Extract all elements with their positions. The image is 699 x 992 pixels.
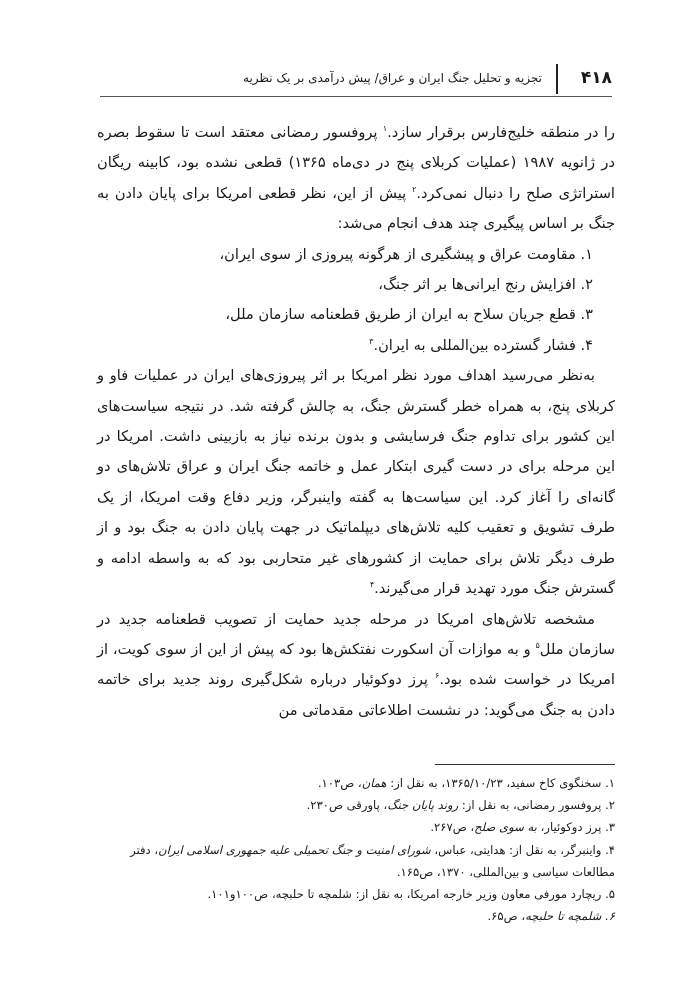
footnotes [97, 772, 615, 927]
main-text [97, 118, 615, 726]
footnote-4: ۴. واینبرگر، به نقل از: هدایتی، عباس، شورای امنیت و جنگ تحمیلی علیه جمهوری اسلامی ایران، دفتر مطالعات سیاسی و بین‌المللی، ۱۳۷۰، ص۱۶۵. [130, 842, 615, 879]
footnote-ref-4: ۴ [369, 580, 375, 590]
footnote-1: ۱. سخنگوی کاخ سفید، ۱۳۶۵/۱۰/۲۳، به نقل از: همان، ص۱۰۳. [317, 776, 615, 790]
list-item: ۱. مقاومت عراق و پیشگیری از هرگونه پیروزی از سوی ایران، [219, 245, 593, 263]
footnote-separator [435, 764, 615, 765]
footnote-ref-5: ۵ [535, 641, 540, 651]
footnote-6: ۶. شلمچه تا حلبچه، ص۶۵. [487, 909, 615, 924]
footnote-2: ۲. پروفسور رمضانی، به نقل از: روند پایان جنگ، پاورقی ص۲۳۰. [306, 798, 615, 813]
paragraph-1: را در منطقه خلیج‌فارس برقرار سازد.$^۱$ پروفسور رمضانی معتقد است تا سقوط بصره در ژانویه ۱۹۸۷ (عملیات کربلای پنج در دی‌ماه ۱۳۶۵) قطعی نشده بود، کابینه ریگان استراتژی صلح را دنبال نمی‌کرد.$^۲$ پیش از این، نظر قطعی امریکا برای پایان دادن به جنگ بر اساس پیگیری چند هدف انجام می‌شد: [97, 124, 615, 233]
header-underline [100, 96, 612, 97]
list-item: ۳. قطع جریان سلاح به ایران از طریق قطعنامه سازمان ملل، [225, 306, 593, 324]
goals-list [97, 240, 615, 362]
footnote-ref-2: ۲ [412, 184, 417, 194]
list-item: ۲. افزایش رنج ایرانی‌ها بر اثر جنگ، [378, 276, 593, 294]
header-divider [556, 64, 558, 94]
running-title: تجزیه و تحلیل جنگ ایران و عراق/ پیش درآمدی بر یک نظریه [243, 71, 542, 85]
paragraph-2: به‌نظر می‌رسید اهداف مورد نظر امریکا بر اثر پیروزی‌های ایران در عملیات فاو و کربلای پنج، به همراه خطر گسترش جنگ، به چالش گرفته شد. در نتیجه سیاست‌های این کشور برای تداوم جنگ فرسایشی و بدون برنده نیاز به بازبینی داشت. امریکا در این مرحله برای در دست گیری ابتکار عمل و خاتمه جنگ ایران و عراق تلاش‌های دو گانه‌ای را آغاز کرد. این سیاست‌ها به گفته واینبرگر، وزیر دفاع وقت امریکا، از یک طرف تشویق و تعقیب کلیه تلاش‌های دیپلماتیک در جهت پایان دادن به جنگ بود و از طرف دیگر تلاش برای حمایت از کشورهای غیر متحاربی بود که به واسطه ادامه و گسترش جنگ مورد تهدید قرار می‌گیرند.$^۴$ [97, 367, 615, 598]
footnote-ref-6: ۶ [435, 671, 440, 681]
page-number: ۴۱۸ [580, 68, 612, 88]
footnote-ref-1: ۱ [382, 124, 388, 134]
running-header [100, 62, 612, 96]
paragraph-3: مشخصه تلاش‌های امریکا در مرحله جدید حمایت از تصویب قطعنامه جدید در سازمان ملل$^۵$ و به موازات آن اسکورت نفتکش‌ها بود که پیش از این از سوی کویت، از امریکا در خواست شده بود.$^۶$ پرز دوکوئیار درباره شکل‌گیری روند جدید برای خاتمه دادن به جنگ می‌گوید: در نشست اطلاعاتی مقدماتی من [97, 610, 615, 719]
footnote-ref-3: ۳ [369, 336, 374, 346]
list-item: ۴. فشار گسترده بین‌المللی به ایران.$^۳$ [369, 336, 593, 354]
footnote-3: ۳. پرز دوکوئیار، به سوی صلح، ص۲۶۷. [430, 820, 615, 835]
footnote-5: ۵. ریچارد مورفی معاون وزیر خارجه امریکا، به نقل از: شلمچه تا حلبچه، ص۱۰۰و۱۰۱. [207, 887, 615, 902]
